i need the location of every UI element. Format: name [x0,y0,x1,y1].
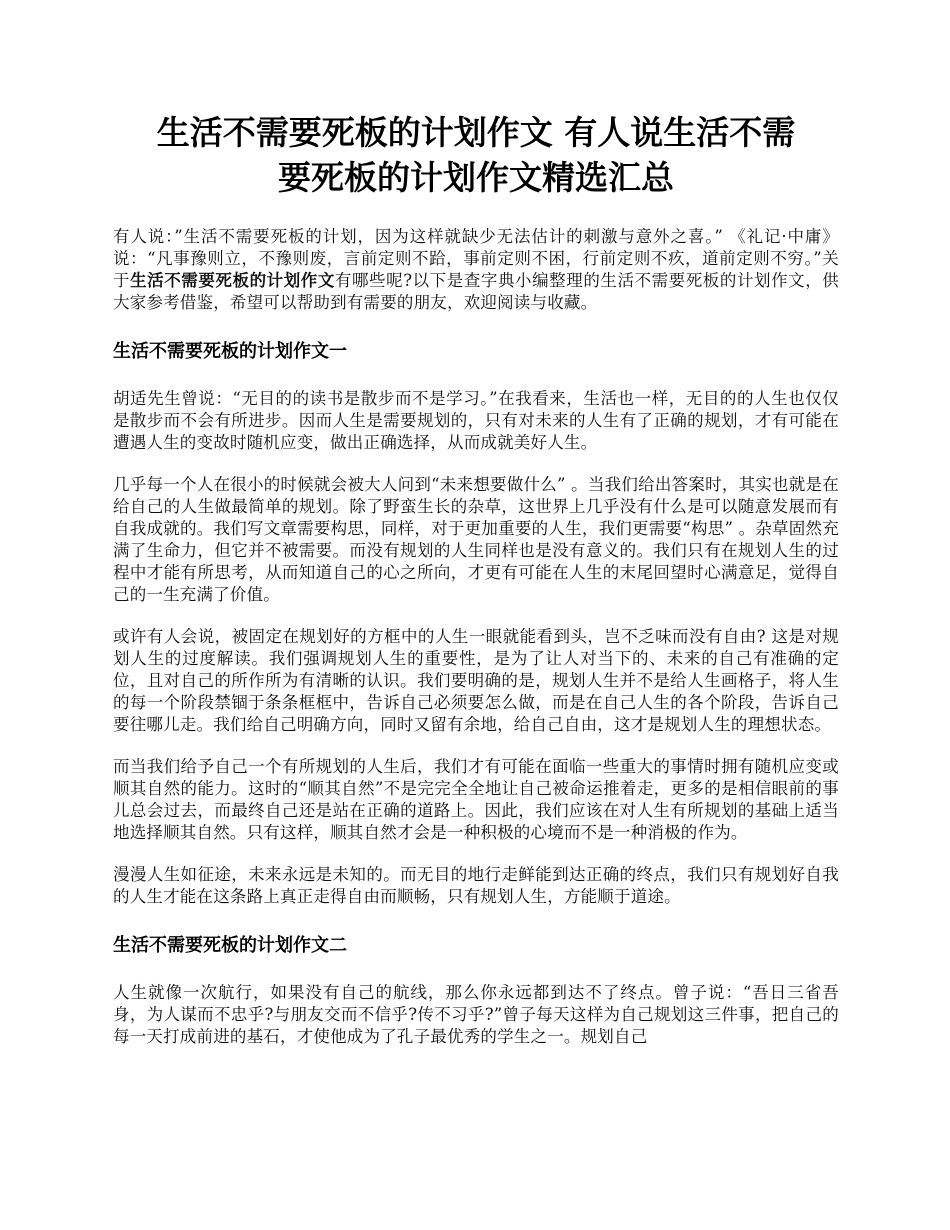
intro-paragraph [113,226,839,314]
intro-text-before: 有人说：”生活不需要死板的计划，因为这样就缺少无法估计的刺激与意外之喜。” 《礼记·中庸》说：“凡事豫则立，不豫则废，言前定则不跲，事前定则不困，行前定则不疚，道前定则不穷。”关于 [113,227,839,290]
section-2-paragraph-1: 人生就像一次航行，如果没有自己的航线，那么你永远都到达不了终点。曾子说：“吾日三省吾身，为人谋而不忠乎?与朋友交而不信乎?传不习乎?”曾子每天这样为自己规划这三件事，把自己的每一天打成前进的基石，才使他成为了孔子最优秀的学生之一。规划自己 [113,983,839,1046]
document-title [113,110,839,200]
document-page [113,110,839,1068]
intro-text-after: 有哪些呢?以下是查字典小编整理的生活不需要死板的计划作文，供大家参考借鉴，希望可以帮助到有需要的朋友，欢迎阅读与收藏。 [113,271,839,312]
title-line-1: 生活不需要死板的计划作文 有人说生活不需 [156,113,796,152]
section-1-paragraph-2: 几乎每一个人在很小的时候就会被大人问到“未来想要做什么” 。当我们给出答案时，其实也就是在给自己的人生做最简单的规划。除了野蛮生长的杂草，这世界上几乎没有什么是可以随意发展而有自我成就的。我们写文章需要构思，同样，对于更加重要的人生，我们更需要“构思” 。杂草固然充满了生命力，但它并不被需要。而没有规划的人生同样也是没有意义的。我们只有在规划人生的过程中才能有所思考，从而知道自己的心之所向，才更有可能在人生的末尾回望时心满意足，觉得自己的一生充满了价值。 [113,475,839,604]
section-1-paragraph-5: 漫漫人生如征途，未来永远是未知的。而无目的地行走鲜能到达正确的终点，我们只有规划好自我的人生才能在这条路上真正走得自由而顺畅，只有规划人生，方能顺于道途。 [113,865,839,906]
section-1-paragraph-3: 或许有人会说，被固定在规划好的方框中的人生一眼就能看到头，岂不乏味而没有自由? 这是对规划人生的过度解读。我们强调规划人生的重要性，是为了让人对当下的、未来的自己有准确的定位，且对自己的所作所为有清晰的认识。我们要明确的是，规划人生并不是给人生画格子，将人生的每一个阶段禁锢于条条框框中，告诉自己必须要怎么做，而是在自己人生的各个阶段，告诉自己要往哪儿走。我们给自己明确方向，同时又留有余地，给自己自由，这才是规划人生的理想状态。 [113,627,839,734]
section-heading-1: 生活不需要死板的计划作文一 [113,341,347,362]
section-1-paragraph-1: 胡适先生曾说：“无目的的读书是散步而不是学习。”在我看来，生活也一样，无目的的人生也仅仅是散步而不会有所进步。因而人生是需要规划的，只有对未来的人生有了正确的规划，才有可能在遭遇人生的变故时随机应变，做出正确选择，从而成就美好人生。 [113,389,839,452]
intro-keyword: 生活不需要死板的计划作文 [130,271,335,290]
section-heading-2: 生活不需要死板的计划作文二 [113,935,347,956]
section-1-paragraph-4: 而当我们给予自己一个有所规划的人生后，我们才有可能在面临一些重大的事情时拥有随机应变或顺其自然的能力。这时的“顺其自然”不是完完全全地让自己被命运推着走，更多的是相信眼前的事儿总会过去，而最终自己还是站在正确的道路上。因此，我们应该在对人生有所规划的基础上适当地选择顺其自然。只有这样，顺其自然才会是一种积极的心境而不是一种消极的作为。 [113,757,839,842]
title-line-2: 要死板的计划作文精选汇总 [278,158,674,197]
